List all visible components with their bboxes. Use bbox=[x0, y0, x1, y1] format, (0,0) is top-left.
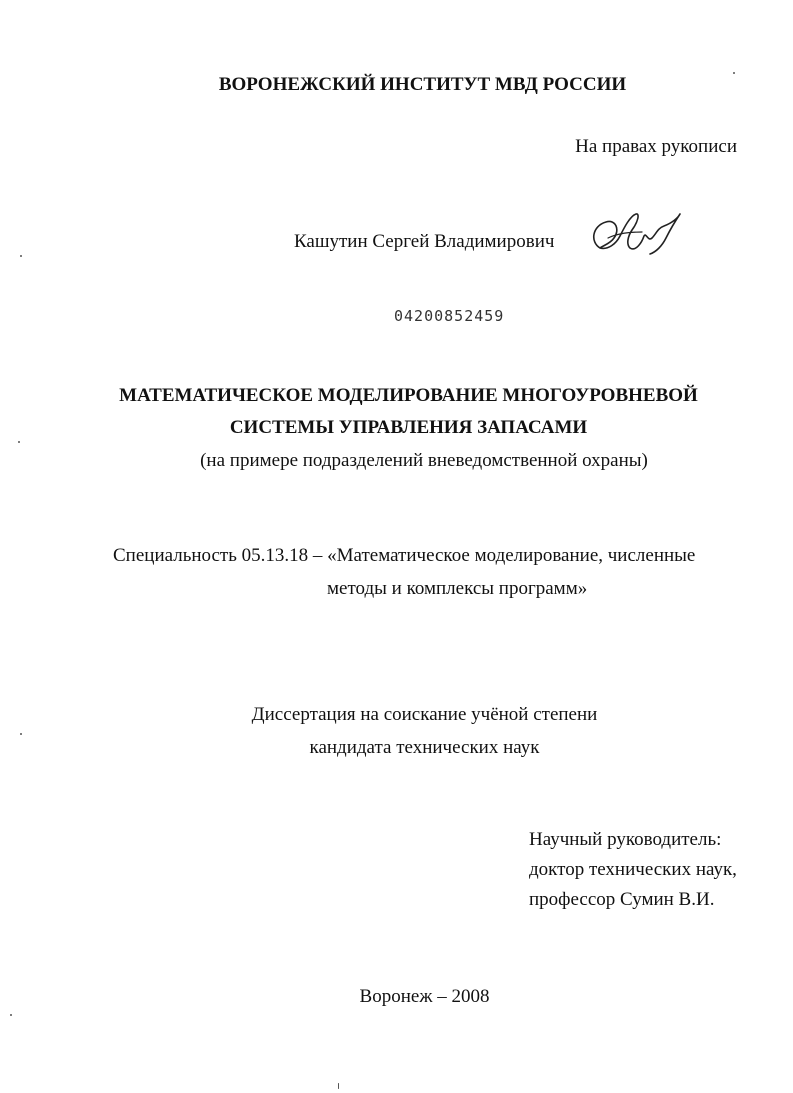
supervisor-degree: доктор технических наук, bbox=[529, 859, 737, 880]
scan-speck bbox=[20, 255, 22, 257]
scan-speck bbox=[733, 72, 735, 74]
title-line-2: СИСТЕМЫ УПРАВЛЕНИЯ ЗАПАСАМИ bbox=[229, 417, 588, 438]
scan-speck bbox=[20, 733, 22, 735]
scan-speck bbox=[18, 441, 20, 443]
supervisor-label: Научный руководитель: bbox=[529, 829, 722, 850]
title-line-1: МАТЕМАТИЧЕСКОЕ МОДЕЛИРОВАНИЕ МНОГОУРОВНЕВОЙ bbox=[119, 385, 698, 406]
supervisor-name: профессор Сумин В.И. bbox=[529, 889, 715, 910]
handwritten-signature bbox=[586, 208, 686, 264]
scan-speck bbox=[10, 1014, 12, 1016]
scan-speck bbox=[338, 1083, 339, 1089]
specialty-line-1: Специальность 05.13.18 – «Математическое моделирование, численные bbox=[113, 545, 696, 566]
degree-line-1: Диссертация на соискание учёной степени bbox=[251, 704, 598, 725]
place-year: Воронеж – 2008 bbox=[359, 986, 490, 1007]
author-name: Кашутин Сергей Владимирович bbox=[294, 231, 555, 252]
registration-number: 04200852459 bbox=[394, 307, 505, 325]
degree-line-2: кандидата технических наук bbox=[309, 737, 540, 758]
title-subtitle: (на примере подразделений вневедомственной охраны) bbox=[200, 450, 648, 471]
specialty-line-2: методы и комплексы программ» bbox=[327, 578, 588, 599]
institute-heading: ВОРОНЕЖСКИЙ ИНСТИТУТ МВД РОССИИ bbox=[218, 74, 627, 95]
manuscript-note: На правах рукописи bbox=[575, 136, 737, 157]
